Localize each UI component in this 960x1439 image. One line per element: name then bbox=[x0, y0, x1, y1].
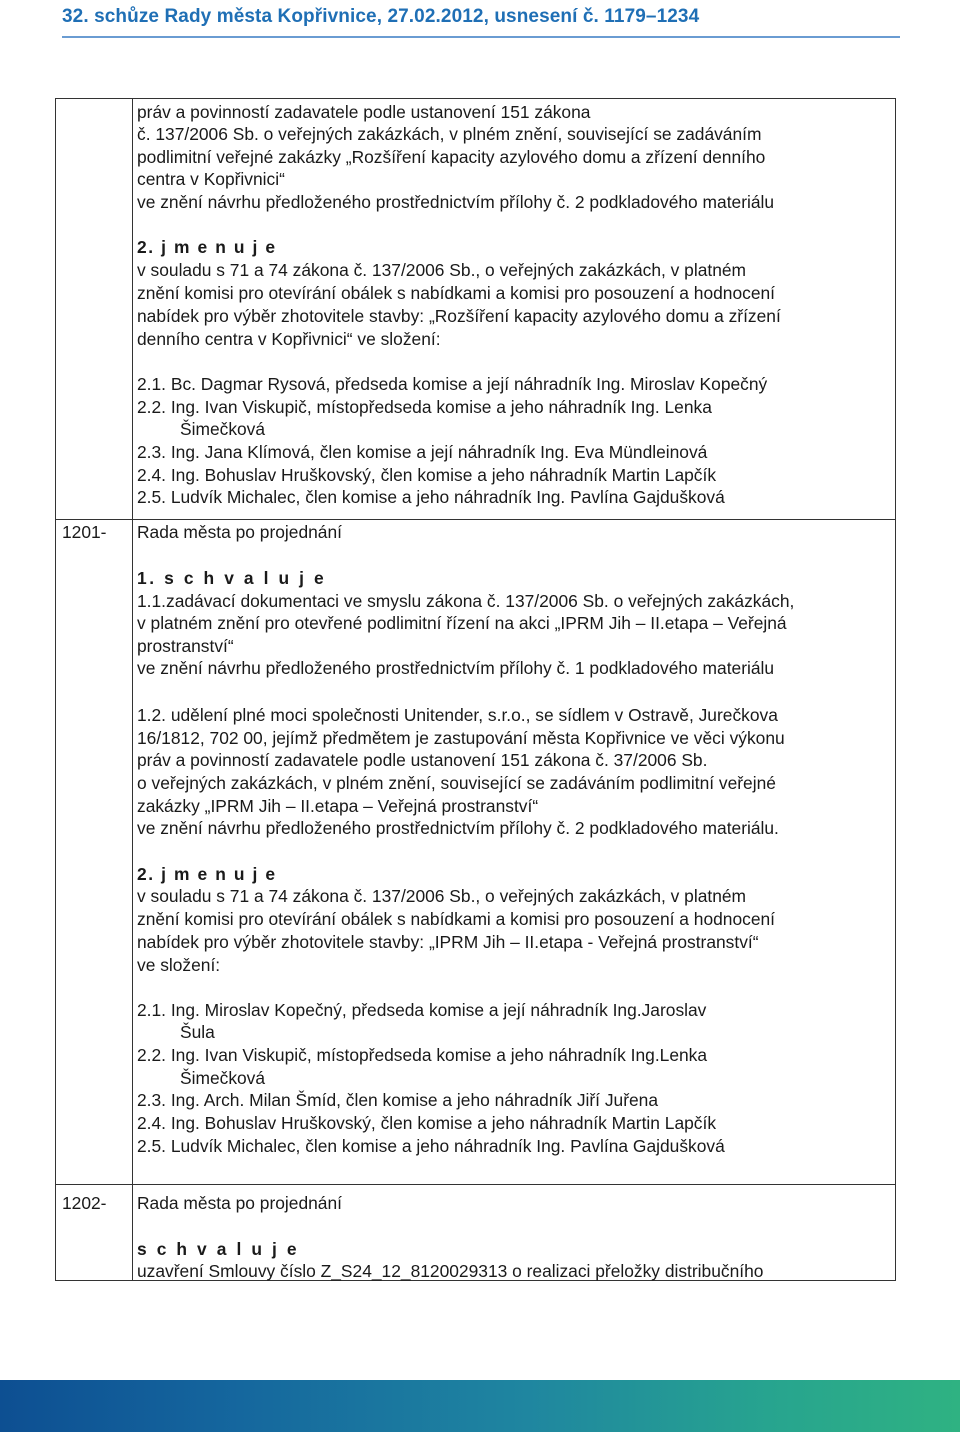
text-line: ve složení: bbox=[137, 955, 221, 975]
text-line: nabídek pro výběr zhotovitele stavby: „IPRM Jih – II.etapa - Veřejná prostranství“ bbox=[137, 932, 759, 952]
text-line: znění komisi pro otevírání obálek s nabídkami a komisi pro posouzení a hodnocení bbox=[137, 909, 776, 929]
resolution-number: 1202- bbox=[62, 1193, 107, 1213]
row-divider bbox=[56, 1184, 895, 1185]
list-item: 2.1. Ing. Miroslav Kopečný, předseda komise a její náhradník Ing.Jaroslav bbox=[137, 1000, 707, 1020]
list-item: 2.3. Ing. Jana Klímová, člen komise a její náhradník Ing. Eva Mündleinová bbox=[137, 442, 708, 462]
text-line: práv a povinností zadavatele podle ustanovení 151 zákona bbox=[137, 102, 591, 122]
list-item: 2.4. Ing. Bohuslav Hruškovský, člen komise a jeho náhradník Martin Lapčík bbox=[137, 1113, 717, 1133]
text-line: znění komisi pro otevírání obálek s nabídkami a komisi pro posouzení a hodnocení bbox=[137, 283, 776, 303]
text-line: zakázky „IPRM Jih – II.etapa – Veřejná prostranství“ bbox=[137, 796, 539, 816]
list-item: 2.2. Ing. Ivan Viskupič, místopředseda komise a jeho náhradník Ing.Lenka bbox=[137, 1045, 708, 1065]
text-line: centra v Kopřivnici“ bbox=[137, 169, 285, 189]
resolution-intro: Rada města po projednání bbox=[137, 1193, 342, 1213]
text-line: ve znění návrhu předloženého prostřednictvím přílohy č. 2 podkladového materiálu. bbox=[137, 818, 779, 838]
text-line: podlimitní veřejné zakázky „Rozšíření kapacity azylového domu a zřízení denního bbox=[137, 147, 766, 167]
text-line: ve znění návrhu předloženého prostřednictvím přílohy č. 1 podkladového materiálu bbox=[137, 658, 775, 678]
header-divider bbox=[62, 36, 900, 38]
text-line: uzavření Smlouvy číslo Z_S24_12_8120029313 o realizaci přeložky distribučního bbox=[137, 1261, 764, 1281]
column-divider bbox=[132, 99, 133, 1280]
list-item: Šula bbox=[180, 1022, 215, 1042]
text-line: nabídek pro výběr zhotovitele stavby: „Rozšíření kapacity azylového domu a zřízení bbox=[137, 306, 781, 326]
page-title: 32. schůze Rady města Kopřivnice, 27.02.2012, usnesení č. 1179–1234 bbox=[62, 6, 700, 27]
list-item: Šimečková bbox=[180, 1068, 266, 1088]
section-heading-jmenuje: 2. j m e n u j e bbox=[137, 864, 277, 884]
text-line: 1.1.zadávací dokumentaci ve smyslu zákona č. 137/2006 Sb. o veřejných zakázkách, bbox=[137, 591, 795, 611]
list-item: 2.3. Ing. Arch. Milan Šmíd, člen komise a jeho náhradník Jiří Juřena bbox=[137, 1090, 659, 1110]
section-heading-schvaluje: 1. s c h v a l u j e bbox=[137, 568, 327, 588]
list-item: Šimečková bbox=[180, 419, 266, 439]
list-item: 2.5. Ludvík Michalec, člen komise a jeho náhradník Ing. Pavlína Gajdušková bbox=[137, 1136, 725, 1156]
text-line: č. 137/2006 Sb. o veřejných zakázkách, v plném znění, související se zadáváním bbox=[137, 124, 762, 144]
text-line: v platném znění pro otevřené podlimitní řízení na akci „IPRM Jih – II.etapa – Veřejná bbox=[137, 613, 787, 633]
text-line: ve znění návrhu předloženého prostřednictvím přílohy č. 2 podkladového materiálu bbox=[137, 192, 775, 212]
list-item: 2.1. Bc. Dagmar Rysová, předseda komise a její náhradník Ing. Miroslav Kopečný bbox=[137, 374, 768, 394]
list-item: 2.2. Ing. Ivan Viskupič, místopředseda komise a jeho náhradník Ing. Lenka bbox=[137, 397, 712, 417]
text-line: práv a povinností zadavatele podle ustanovení 151 zákona č. 37/2006 Sb. bbox=[137, 750, 708, 770]
list-item: 2.4. Ing. Bohuslav Hruškovský, člen komise a jeho náhradník Martin Lapčík bbox=[137, 465, 717, 485]
list-item: 2.5. Ludvík Michalec, člen komise a jeho náhradník Ing. Pavlína Gajdušková bbox=[137, 487, 725, 507]
section-heading-jmenuje: 2. j m e n u j e bbox=[137, 237, 277, 257]
section-heading-schvaluje: s c h v a l u j e bbox=[137, 1239, 300, 1259]
text-line: 16/1812, 702 00, jejímž předmětem je zastupování města Kopřivnice ve věci výkonu bbox=[137, 728, 785, 748]
text-line: o veřejných zakázkách, v plném znění, související se zadáváním podlimitní veřejné bbox=[137, 773, 776, 793]
text-line: prostranství“ bbox=[137, 636, 234, 656]
footer-band bbox=[0, 1380, 960, 1432]
text-line: denního centra v Kopřivnici“ ve složení: bbox=[137, 329, 441, 349]
resolution-intro: Rada města po projednání bbox=[137, 522, 342, 542]
text-line: 1.2. udělení plné moci společnosti Unitender, s.r.o., se sídlem v Ostravě, Jurečkova bbox=[137, 705, 778, 725]
row-divider bbox=[56, 519, 895, 520]
resolution-number: 1201- bbox=[62, 522, 107, 542]
text-line: v souladu s 71 a 74 zákona č. 137/2006 Sb., o veřejných zakázkách, v platném bbox=[137, 886, 747, 906]
text-line: v souladu s 71 a 74 zákona č. 137/2006 Sb., o veřejných zakázkách, v platném bbox=[137, 260, 747, 280]
